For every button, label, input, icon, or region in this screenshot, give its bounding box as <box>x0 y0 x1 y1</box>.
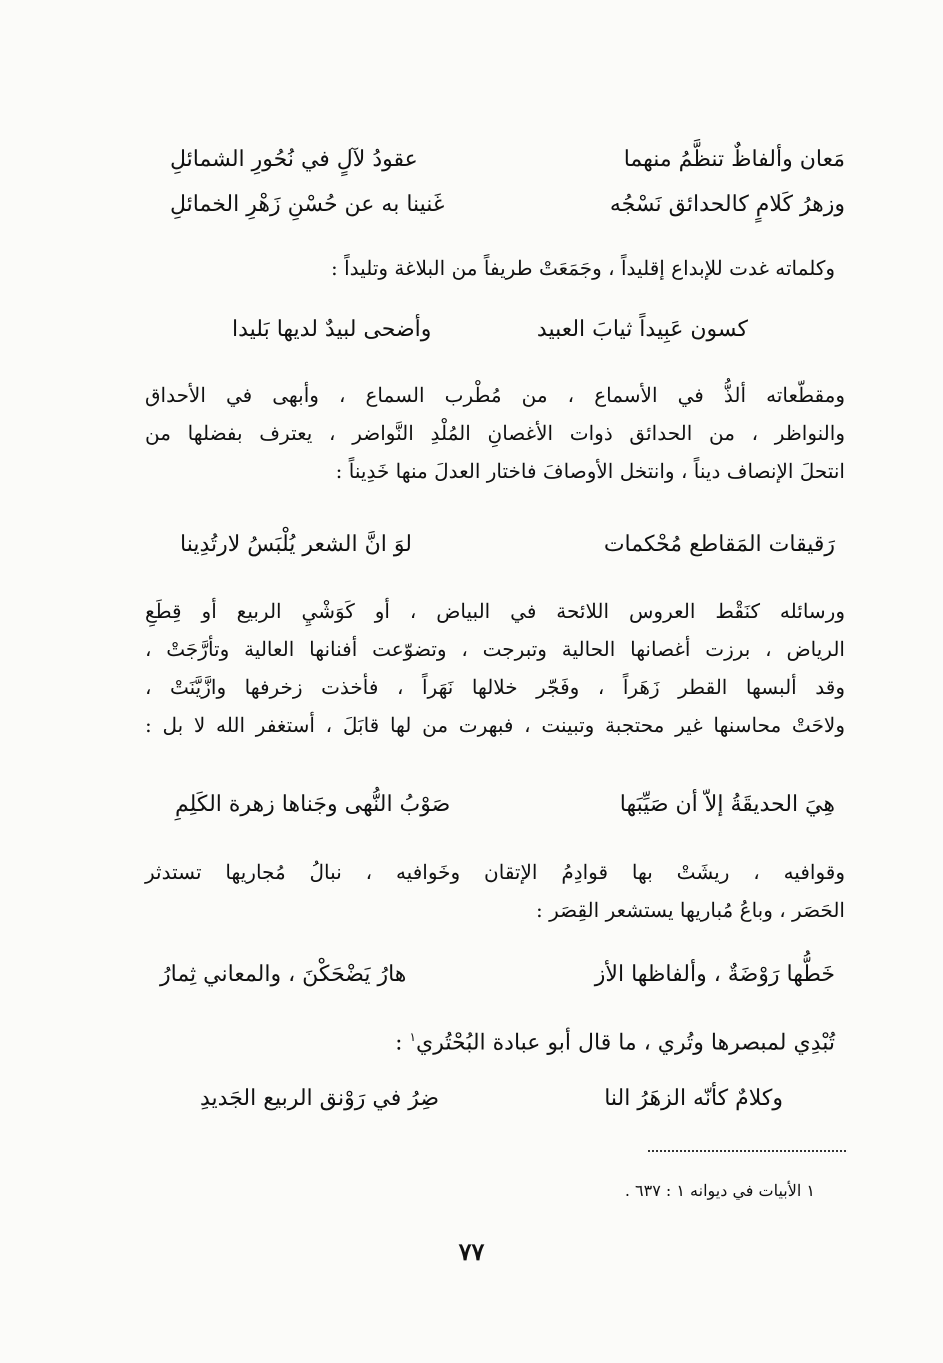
verse3-hemistich-a: رَقيقات المَقاطع مُحْكمات <box>603 532 835 557</box>
paragraph-1: وكلماته غدت للإبداع إقليداً ، وجَمَعَتْ طريفاً من البلاغة وتليداً : <box>331 256 835 280</box>
paragraph-4-line: الحَصَر ، وباعُ مُباريها يستشعر القِصَر : <box>535 898 845 922</box>
verse3-hemistich-b: لوَ انَّ الشعر يُلْبَسُ لارتُدِينا <box>180 532 412 557</box>
paragraph-3-line: ورسائله كنَقْط العروس اللائحة في البياض ، أو كَوَشْيِ الربيع أو قِطَعِ <box>145 599 845 623</box>
footnote: ١ الأبيات في ديوانه ١ : ٦٣٧ . <box>624 1181 815 1200</box>
verse5-hemistich-b: هارُ يَضْحَكْنَ ، والمعاني ثِمارُ <box>160 962 407 987</box>
verse6-hemistich-a: وكلامٌ كأنّه الزهَرُ النا <box>604 1086 783 1111</box>
verse1-hemistich-2a: وزهرُ كَلامٍ كالحدائق نَسْجُه <box>609 192 845 217</box>
paragraph-3-line: ولاحَتْ محاسنها غير محتجبة وتبينت ، فبهرت من لها قابَلَ ، أستغفر الله لا بل : <box>145 713 845 737</box>
verse4-hemistich-a: هِيَ الحديقَةُ إلاّ أن صَيِّبَها <box>619 792 835 817</box>
paragraph-3-line: وقد ألبسها القطر زَهَراً ، وفَجّر خلالها نَهَراً ، فأخذت زخرفها وازَّيَّنَتْ ، <box>145 675 845 699</box>
paragraph-2 <box>145 376 845 490</box>
verse1-hemistich-1b: عقودُ لآلٍ في نُحُورِ الشمائلِ <box>170 147 418 172</box>
verse2-hemistich-a: كسون عَبِيداً ثيابَ العبيد <box>536 317 748 342</box>
page-number: ٧٧ <box>458 1237 485 1266</box>
verse5-hemistich-a: خَطُّها رَوْضَةٌ ، وألفاظها الأز <box>594 962 835 987</box>
paragraph-2-line: ومقطّعاته ألذُّ في الأسماع ، من مُطْرب السماع ، وأبهى في الأحداق <box>145 383 845 407</box>
verse4-hemistich-b: صَوْبُ النُّهى وجَناها زهرة الكَلِمِ <box>175 792 451 817</box>
paragraph-5 <box>395 1022 835 1058</box>
paragraph-3 <box>145 592 845 744</box>
verse2-hemistich-b: وأضحى لبيدٌ لديها بَليدا <box>232 317 432 342</box>
paragraph-4-line: وقوافيه ، ريشَتْ بها قوادِمُ الإتقان وخَوافيه ، نبالُ مُجاريها تستدثر <box>145 860 845 884</box>
paragraph-4 <box>145 853 845 929</box>
verse1-hemistich-1a: مَعان وألفاظٌ تنظَّمُ منهما <box>623 147 845 172</box>
verse1-hemistich-2b: غَنينا به عن حُسْنِ زَهْرِ الخمائلِ <box>170 192 445 217</box>
paragraph-3-line: الرياض ، برزت أغصانها الحالية وتبرجت ، وتضوّعت أفنانها العالية وتأرَّجَتْ ، <box>145 637 845 661</box>
paragraph-2-line: والنواظر ، من الحدائق ذوات الأغصانِ المُلْدِ النَّواضر ، يعترف بفضلها من <box>145 421 845 445</box>
paragraph-5-end: : <box>395 1030 410 1056</box>
footnote-marker: ١ <box>409 1030 416 1044</box>
verse6-hemistich-b: ضِرُ في رَوْنق الربيع الجَديدِ <box>200 1086 440 1111</box>
paragraph-5-text: تُبْدِي لمبصرها وتُري ، ما قال أبو عبادة البُحْتُري <box>416 1030 835 1056</box>
paragraph-2-line: انتحلَ الإنصاف ديناً ، وانتخل الأوصافَ فاختار العدلَ منها خَدِيناً : <box>335 459 845 483</box>
footnote-separator <box>648 1150 846 1152</box>
